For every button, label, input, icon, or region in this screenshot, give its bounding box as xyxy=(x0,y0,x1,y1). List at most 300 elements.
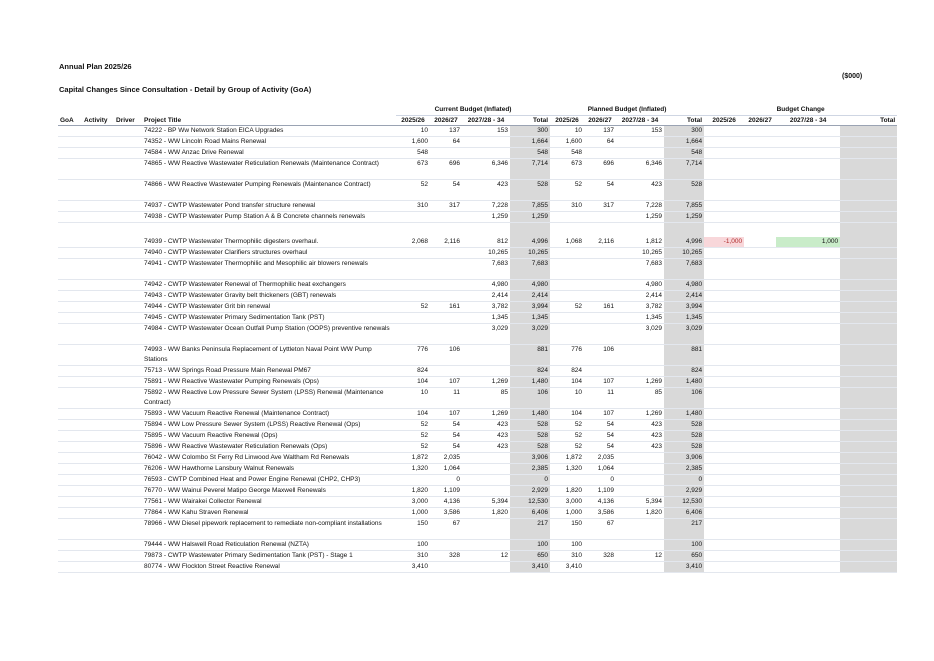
driver-cell xyxy=(114,409,142,420)
col-current-y2: 2026/27 xyxy=(430,116,462,126)
current-value-cell: 696 xyxy=(430,159,462,180)
current-value-cell xyxy=(430,259,462,280)
current-value-cell: 137 xyxy=(430,126,462,137)
col-planned-y2: 2026/27 xyxy=(584,116,616,126)
planned-value-cell: 11 xyxy=(584,388,616,409)
project-title-cell: 74945 - CWTP Wastewater Primary Sedimentation Tank (PST) xyxy=(142,313,396,324)
spacer-cell xyxy=(616,223,664,238)
table-row xyxy=(58,486,897,497)
planned-value-cell: 107 xyxy=(584,409,616,420)
change-value-cell xyxy=(776,409,840,420)
table-row xyxy=(58,420,897,431)
current-total-cell: 650 xyxy=(510,551,550,562)
current-value-cell: 104 xyxy=(396,409,430,420)
table-row xyxy=(58,126,897,137)
planned-value-cell: 0 xyxy=(584,475,616,486)
planned-value-cell: 161 xyxy=(584,302,616,313)
current-total-cell: 528 xyxy=(510,420,550,431)
change-value-cell xyxy=(704,551,744,562)
change-value-cell xyxy=(776,442,840,453)
change-total-cell xyxy=(840,212,897,223)
change-total-cell xyxy=(840,540,897,551)
current-value-cell: 1,345 xyxy=(462,313,510,324)
planned-value-cell: 137 xyxy=(584,126,616,137)
current-value-cell: 548 xyxy=(396,148,430,159)
change-value-cell xyxy=(744,420,776,431)
activity-cell xyxy=(82,519,114,540)
col-planned-y3: 2027/28 - 34 xyxy=(616,116,664,126)
project-title-cell: 78966 - WW Diesel pipework replacement to remediate non-compliant installations xyxy=(142,519,396,540)
table-row xyxy=(58,453,897,464)
planned-value-cell: 1,269 xyxy=(616,409,664,420)
change-value-cell xyxy=(776,420,840,431)
change-value-cell xyxy=(744,291,776,302)
activity-cell xyxy=(82,420,114,431)
col-change-y3: 2027/28 - 34 xyxy=(776,116,840,126)
planned-total-cell: 881 xyxy=(664,345,704,366)
planned-total-cell: 10,265 xyxy=(664,248,704,259)
planned-value-cell xyxy=(616,475,664,486)
change-value-cell xyxy=(744,366,776,377)
planned-total-cell: 217 xyxy=(664,519,704,540)
spacer-cell xyxy=(58,223,82,238)
planned-total-cell: 7,855 xyxy=(664,201,704,212)
current-value-cell: 161 xyxy=(430,302,462,313)
current-total-cell: 3,029 xyxy=(510,324,550,345)
driver-cell xyxy=(114,431,142,442)
current-value-cell xyxy=(430,148,462,159)
planned-value-cell: 328 xyxy=(584,551,616,562)
change-value-cell xyxy=(704,324,744,345)
planned-value-cell: 150 xyxy=(550,519,584,540)
planned-value-cell xyxy=(616,519,664,540)
planned-value-cell xyxy=(616,486,664,497)
activity-cell xyxy=(82,291,114,302)
change-value-cell xyxy=(704,453,744,464)
current-total-cell: 3,410 xyxy=(510,562,550,573)
current-value-cell: 54 xyxy=(430,420,462,431)
planned-value-cell: 52 xyxy=(550,180,584,201)
goa-cell xyxy=(58,137,82,148)
activity-cell xyxy=(82,148,114,159)
table-row xyxy=(58,388,897,409)
change-value-cell xyxy=(704,540,744,551)
change-value-cell xyxy=(776,291,840,302)
current-value-cell: 1,269 xyxy=(462,377,510,388)
current-total-cell: 528 xyxy=(510,180,550,201)
planned-total-cell: 528 xyxy=(664,180,704,201)
driver-cell xyxy=(114,212,142,223)
change-value-cell xyxy=(776,302,840,313)
table-row xyxy=(58,137,897,148)
current-total-cell: 217 xyxy=(510,519,550,540)
planned-total-cell: 3,994 xyxy=(664,302,704,313)
driver-cell xyxy=(114,137,142,148)
change-value-cell xyxy=(776,431,840,442)
goa-cell xyxy=(58,148,82,159)
current-total-cell: 7,714 xyxy=(510,159,550,180)
change-value-cell xyxy=(776,377,840,388)
driver-cell xyxy=(114,388,142,409)
table-row xyxy=(58,212,897,223)
current-value-cell: 10,265 xyxy=(462,248,510,259)
activity-cell xyxy=(82,551,114,562)
planned-value-cell: 153 xyxy=(616,126,664,137)
col-current-total: Total xyxy=(510,116,550,126)
col-change-y1: 2025/26 xyxy=(704,116,744,126)
spacer-cell xyxy=(664,223,704,238)
change-value-cell xyxy=(744,324,776,345)
planned-value-cell: 1,345 xyxy=(616,313,664,324)
project-title-cell: 80774 - WW Flockton Street Reactive Renewal xyxy=(142,562,396,573)
current-total-cell: 3,906 xyxy=(510,453,550,464)
current-total-cell: 2,385 xyxy=(510,464,550,475)
change-total-cell xyxy=(840,464,897,475)
change-total-cell xyxy=(840,486,897,497)
spacer-cell xyxy=(704,223,744,238)
table-row xyxy=(58,248,897,259)
table-row xyxy=(58,280,897,291)
change-value-cell xyxy=(744,248,776,259)
table-row xyxy=(58,475,897,486)
project-title-cell: 75896 - WW Reactive Wastewater Reticulation Renewals (Ops) xyxy=(142,442,396,453)
col-driver: Driver xyxy=(114,116,142,126)
goa-cell xyxy=(58,280,82,291)
planned-value-cell: 104 xyxy=(550,377,584,388)
spacer-cell xyxy=(114,223,142,238)
change-value-cell xyxy=(704,137,744,148)
planned-value-cell: 696 xyxy=(584,159,616,180)
planned-total-cell: 2,929 xyxy=(664,486,704,497)
current-value-cell: 4,136 xyxy=(430,497,462,508)
planned-value-cell: 310 xyxy=(550,201,584,212)
change-total-cell xyxy=(840,126,897,137)
planned-total-cell: 100 xyxy=(664,540,704,551)
project-title-cell: 74937 - CWTP Wastewater Pond transfer structure renewal xyxy=(142,201,396,212)
current-value-cell: 6,346 xyxy=(462,159,510,180)
current-value-cell xyxy=(396,324,430,345)
current-total-cell: 7,855 xyxy=(510,201,550,212)
project-title-cell: 74944 - CWTP Wastewater Grit bin renewal xyxy=(142,302,396,313)
change-total-cell xyxy=(840,324,897,345)
planned-total-cell: 1,259 xyxy=(664,212,704,223)
current-value-cell: 2,068 xyxy=(396,237,430,248)
planned-value-cell: 423 xyxy=(616,431,664,442)
current-total-cell: 300 xyxy=(510,126,550,137)
current-value-cell: 1,109 xyxy=(430,486,462,497)
current-value-cell: 1,064 xyxy=(430,464,462,475)
planned-total-cell: 4,996 xyxy=(664,237,704,248)
table-row xyxy=(58,159,897,180)
table-row xyxy=(58,237,897,248)
current-value-cell: 10 xyxy=(396,126,430,137)
driver-cell xyxy=(114,366,142,377)
planned-value-cell xyxy=(584,540,616,551)
change-value-cell xyxy=(704,248,744,259)
planned-total-cell: 650 xyxy=(664,551,704,562)
change-value-cell xyxy=(776,180,840,201)
planned-value-cell: 1,812 xyxy=(616,237,664,248)
current-value-cell: 11 xyxy=(430,388,462,409)
current-total-cell: 106 xyxy=(510,388,550,409)
goa-cell xyxy=(58,313,82,324)
current-value-cell: 100 xyxy=(396,540,430,551)
current-value-cell: 104 xyxy=(396,377,430,388)
change-value-cell xyxy=(776,248,840,259)
change-value-cell xyxy=(744,551,776,562)
current-value-cell xyxy=(430,313,462,324)
current-value-cell: 7,228 xyxy=(462,201,510,212)
table-row xyxy=(58,201,897,212)
change-value-cell xyxy=(744,486,776,497)
current-value-cell xyxy=(462,475,510,486)
table-row xyxy=(58,431,897,442)
planned-value-cell: 2,414 xyxy=(616,291,664,302)
change-value-cell xyxy=(744,388,776,409)
change-total-cell xyxy=(840,562,897,573)
project-title-cell: 74943 - CWTP Wastewater Gravity belt thickeners (GBT) renewals xyxy=(142,291,396,302)
table-row xyxy=(58,259,897,280)
change-total-cell xyxy=(840,201,897,212)
current-total-cell: 1,480 xyxy=(510,377,550,388)
current-budget-header: Current Budget (Inflated) xyxy=(396,105,550,116)
current-value-cell: 107 xyxy=(430,409,462,420)
change-total-cell xyxy=(840,420,897,431)
planned-value-cell: 310 xyxy=(550,551,584,562)
activity-cell xyxy=(82,345,114,366)
planned-total-cell: 7,714 xyxy=(664,159,704,180)
project-title-cell: 74352 - WW Lincoln Road Mains Renewal xyxy=(142,137,396,148)
change-value-cell xyxy=(744,442,776,453)
planned-value-cell: 54 xyxy=(584,431,616,442)
table-row xyxy=(58,366,897,377)
planned-value-cell: 4,980 xyxy=(616,280,664,291)
spacer-cell xyxy=(776,223,840,238)
change-total-cell xyxy=(840,148,897,159)
goa-cell xyxy=(58,453,82,464)
spacer-cell xyxy=(430,223,462,238)
report-subtitle: Capital Changes Since Consultation - Detail by Group of Activity (GoA) xyxy=(59,85,312,94)
current-value-cell: 310 xyxy=(396,551,430,562)
planned-value-cell: 64 xyxy=(584,137,616,148)
change-value-cell xyxy=(776,464,840,475)
col-activity: Activity xyxy=(82,116,114,126)
planned-value-cell: 1,872 xyxy=(550,453,584,464)
current-value-cell: 812 xyxy=(462,237,510,248)
current-total-cell: 4,996 xyxy=(510,237,550,248)
activity-cell xyxy=(82,280,114,291)
current-value-cell: 1,872 xyxy=(396,453,430,464)
planned-value-cell: 7,228 xyxy=(616,201,664,212)
current-value-cell xyxy=(430,324,462,345)
spacer-cell xyxy=(462,223,510,238)
change-value-cell xyxy=(744,237,776,248)
planned-total-cell: 528 xyxy=(664,420,704,431)
change-value-cell xyxy=(704,180,744,201)
current-value-cell: 1,000 xyxy=(396,508,430,519)
current-value-cell: 3,000 xyxy=(396,497,430,508)
planned-value-cell xyxy=(616,366,664,377)
planned-total-cell: 1,480 xyxy=(664,377,704,388)
driver-cell xyxy=(114,453,142,464)
spacer-cell xyxy=(142,223,396,238)
current-value-cell xyxy=(462,345,510,366)
current-total-cell: 3,994 xyxy=(510,302,550,313)
driver-cell xyxy=(114,291,142,302)
change-value-cell xyxy=(744,137,776,148)
project-title-cell: 74984 - CWTP Wastewater Ocean Outfall Pump Station (OOPS) preventive renewals xyxy=(142,324,396,345)
current-value-cell xyxy=(430,366,462,377)
planned-total-cell: 1,664 xyxy=(664,137,704,148)
goa-cell xyxy=(58,464,82,475)
current-value-cell: 776 xyxy=(396,345,430,366)
planned-value-cell: 10 xyxy=(550,388,584,409)
current-total-cell: 1,259 xyxy=(510,212,550,223)
planned-total-cell: 3,029 xyxy=(664,324,704,345)
project-title-cell: 75891 - WW Reactive Wastewater Pumping Renewals (Ops) xyxy=(142,377,396,388)
change-value-cell xyxy=(776,508,840,519)
change-total-cell xyxy=(840,159,897,180)
table-row xyxy=(58,442,897,453)
change-value-cell xyxy=(744,180,776,201)
change-value-cell xyxy=(776,453,840,464)
change-value-cell xyxy=(776,159,840,180)
planned-value-cell: 107 xyxy=(584,377,616,388)
current-value-cell: 54 xyxy=(430,431,462,442)
current-value-cell xyxy=(462,562,510,573)
activity-cell xyxy=(82,237,114,248)
change-value-cell xyxy=(704,377,744,388)
project-title-cell: 75895 - WW Vacuum Reactive Renewal (Ops) xyxy=(142,431,396,442)
planned-value-cell xyxy=(584,291,616,302)
change-value-cell xyxy=(704,442,744,453)
activity-cell xyxy=(82,442,114,453)
project-title-cell: 75892 - WW Reactive Low Pressure Sewer System (LPSS) Renewal (Maintenance Contract) xyxy=(142,388,396,409)
planned-value-cell xyxy=(584,313,616,324)
current-value-cell: 1,820 xyxy=(396,486,430,497)
current-value-cell xyxy=(462,519,510,540)
current-value-cell xyxy=(462,137,510,148)
change-value-cell xyxy=(776,345,840,366)
change-total-cell xyxy=(840,475,897,486)
planned-value-cell: 54 xyxy=(584,442,616,453)
change-value-cell: 1,000 xyxy=(776,237,840,248)
spacer-cell xyxy=(584,223,616,238)
planned-value-cell: 5,394 xyxy=(616,497,664,508)
group-header-row xyxy=(58,105,897,116)
col-current-y1: 2025/26 xyxy=(396,116,430,126)
activity-cell xyxy=(82,302,114,313)
change-value-cell xyxy=(776,486,840,497)
table-row xyxy=(58,324,897,345)
goa-cell xyxy=(58,442,82,453)
change-value-cell xyxy=(704,313,744,324)
goa-cell xyxy=(58,409,82,420)
driver-cell xyxy=(114,180,142,201)
planned-total-cell: 1,345 xyxy=(664,313,704,324)
current-value-cell xyxy=(396,475,430,486)
activity-cell xyxy=(82,464,114,475)
change-value-cell xyxy=(704,345,744,366)
goa-cell xyxy=(58,475,82,486)
planned-value-cell xyxy=(584,148,616,159)
activity-cell xyxy=(82,497,114,508)
driver-cell xyxy=(114,519,142,540)
change-value-cell xyxy=(704,475,744,486)
planned-value-cell: 1,320 xyxy=(550,464,584,475)
planned-total-cell: 2,414 xyxy=(664,291,704,302)
current-value-cell xyxy=(462,540,510,551)
project-title-cell: 74939 - CWTP Wastewater Thermophilic digesters overhaul. xyxy=(142,237,396,248)
change-value-cell xyxy=(704,431,744,442)
driver-cell xyxy=(114,464,142,475)
current-value-cell: 64 xyxy=(430,137,462,148)
driver-cell xyxy=(114,442,142,453)
project-title-cell: 75894 - WW Low Pressure Sewer System (LPSS) Reactive Renewal (Ops) xyxy=(142,420,396,431)
planned-value-cell: 52 xyxy=(550,420,584,431)
planned-value-cell: 1,068 xyxy=(550,237,584,248)
change-value-cell xyxy=(704,562,744,573)
current-value-cell: 1,269 xyxy=(462,409,510,420)
current-value-cell: 3,410 xyxy=(396,562,430,573)
current-total-cell: 1,480 xyxy=(510,409,550,420)
planned-value-cell xyxy=(616,137,664,148)
change-value-cell xyxy=(744,508,776,519)
col-planned-y1: 2025/26 xyxy=(550,116,584,126)
change-value-cell xyxy=(776,212,840,223)
planned-value-cell: 100 xyxy=(550,540,584,551)
project-title-cell: 77864 - WW Kahu Straven Renewal xyxy=(142,508,396,519)
planned-value-cell: 673 xyxy=(550,159,584,180)
goa-cell xyxy=(58,431,82,442)
activity-cell xyxy=(82,159,114,180)
change-total-cell xyxy=(840,388,897,409)
driver-cell xyxy=(114,237,142,248)
change-value-cell xyxy=(704,519,744,540)
change-total-cell xyxy=(840,519,897,540)
activity-cell xyxy=(82,562,114,573)
current-value-cell: 3,782 xyxy=(462,302,510,313)
change-value-cell: -1,000 xyxy=(704,237,744,248)
driver-cell xyxy=(114,201,142,212)
project-title-cell: 74938 - CWTP Wastewater Pump Station A & B Concrete channels renewals xyxy=(142,212,396,223)
change-value-cell xyxy=(776,551,840,562)
driver-cell xyxy=(114,280,142,291)
activity-cell xyxy=(82,324,114,345)
project-title-cell: 74866 - WW Reactive Wastewater Pumping Renewals (Maintenance Contract) xyxy=(142,180,396,201)
change-value-cell xyxy=(744,475,776,486)
activity-cell xyxy=(82,126,114,137)
goa-cell xyxy=(58,345,82,366)
current-total-cell: 12,530 xyxy=(510,497,550,508)
change-total-cell xyxy=(840,248,897,259)
planned-value-cell xyxy=(616,148,664,159)
change-value-cell xyxy=(776,497,840,508)
planned-value-cell: 1,600 xyxy=(550,137,584,148)
planned-value-cell xyxy=(584,259,616,280)
change-value-cell xyxy=(704,302,744,313)
driver-cell xyxy=(114,508,142,519)
change-value-cell xyxy=(704,420,744,431)
table-row xyxy=(58,180,897,201)
planned-total-cell: 528 xyxy=(664,442,704,453)
spacer-cell xyxy=(82,223,114,238)
planned-value-cell: 10,265 xyxy=(616,248,664,259)
planned-value-cell: 317 xyxy=(584,201,616,212)
current-total-cell: 2,929 xyxy=(510,486,550,497)
change-total-cell xyxy=(840,551,897,562)
goa-cell xyxy=(58,562,82,573)
